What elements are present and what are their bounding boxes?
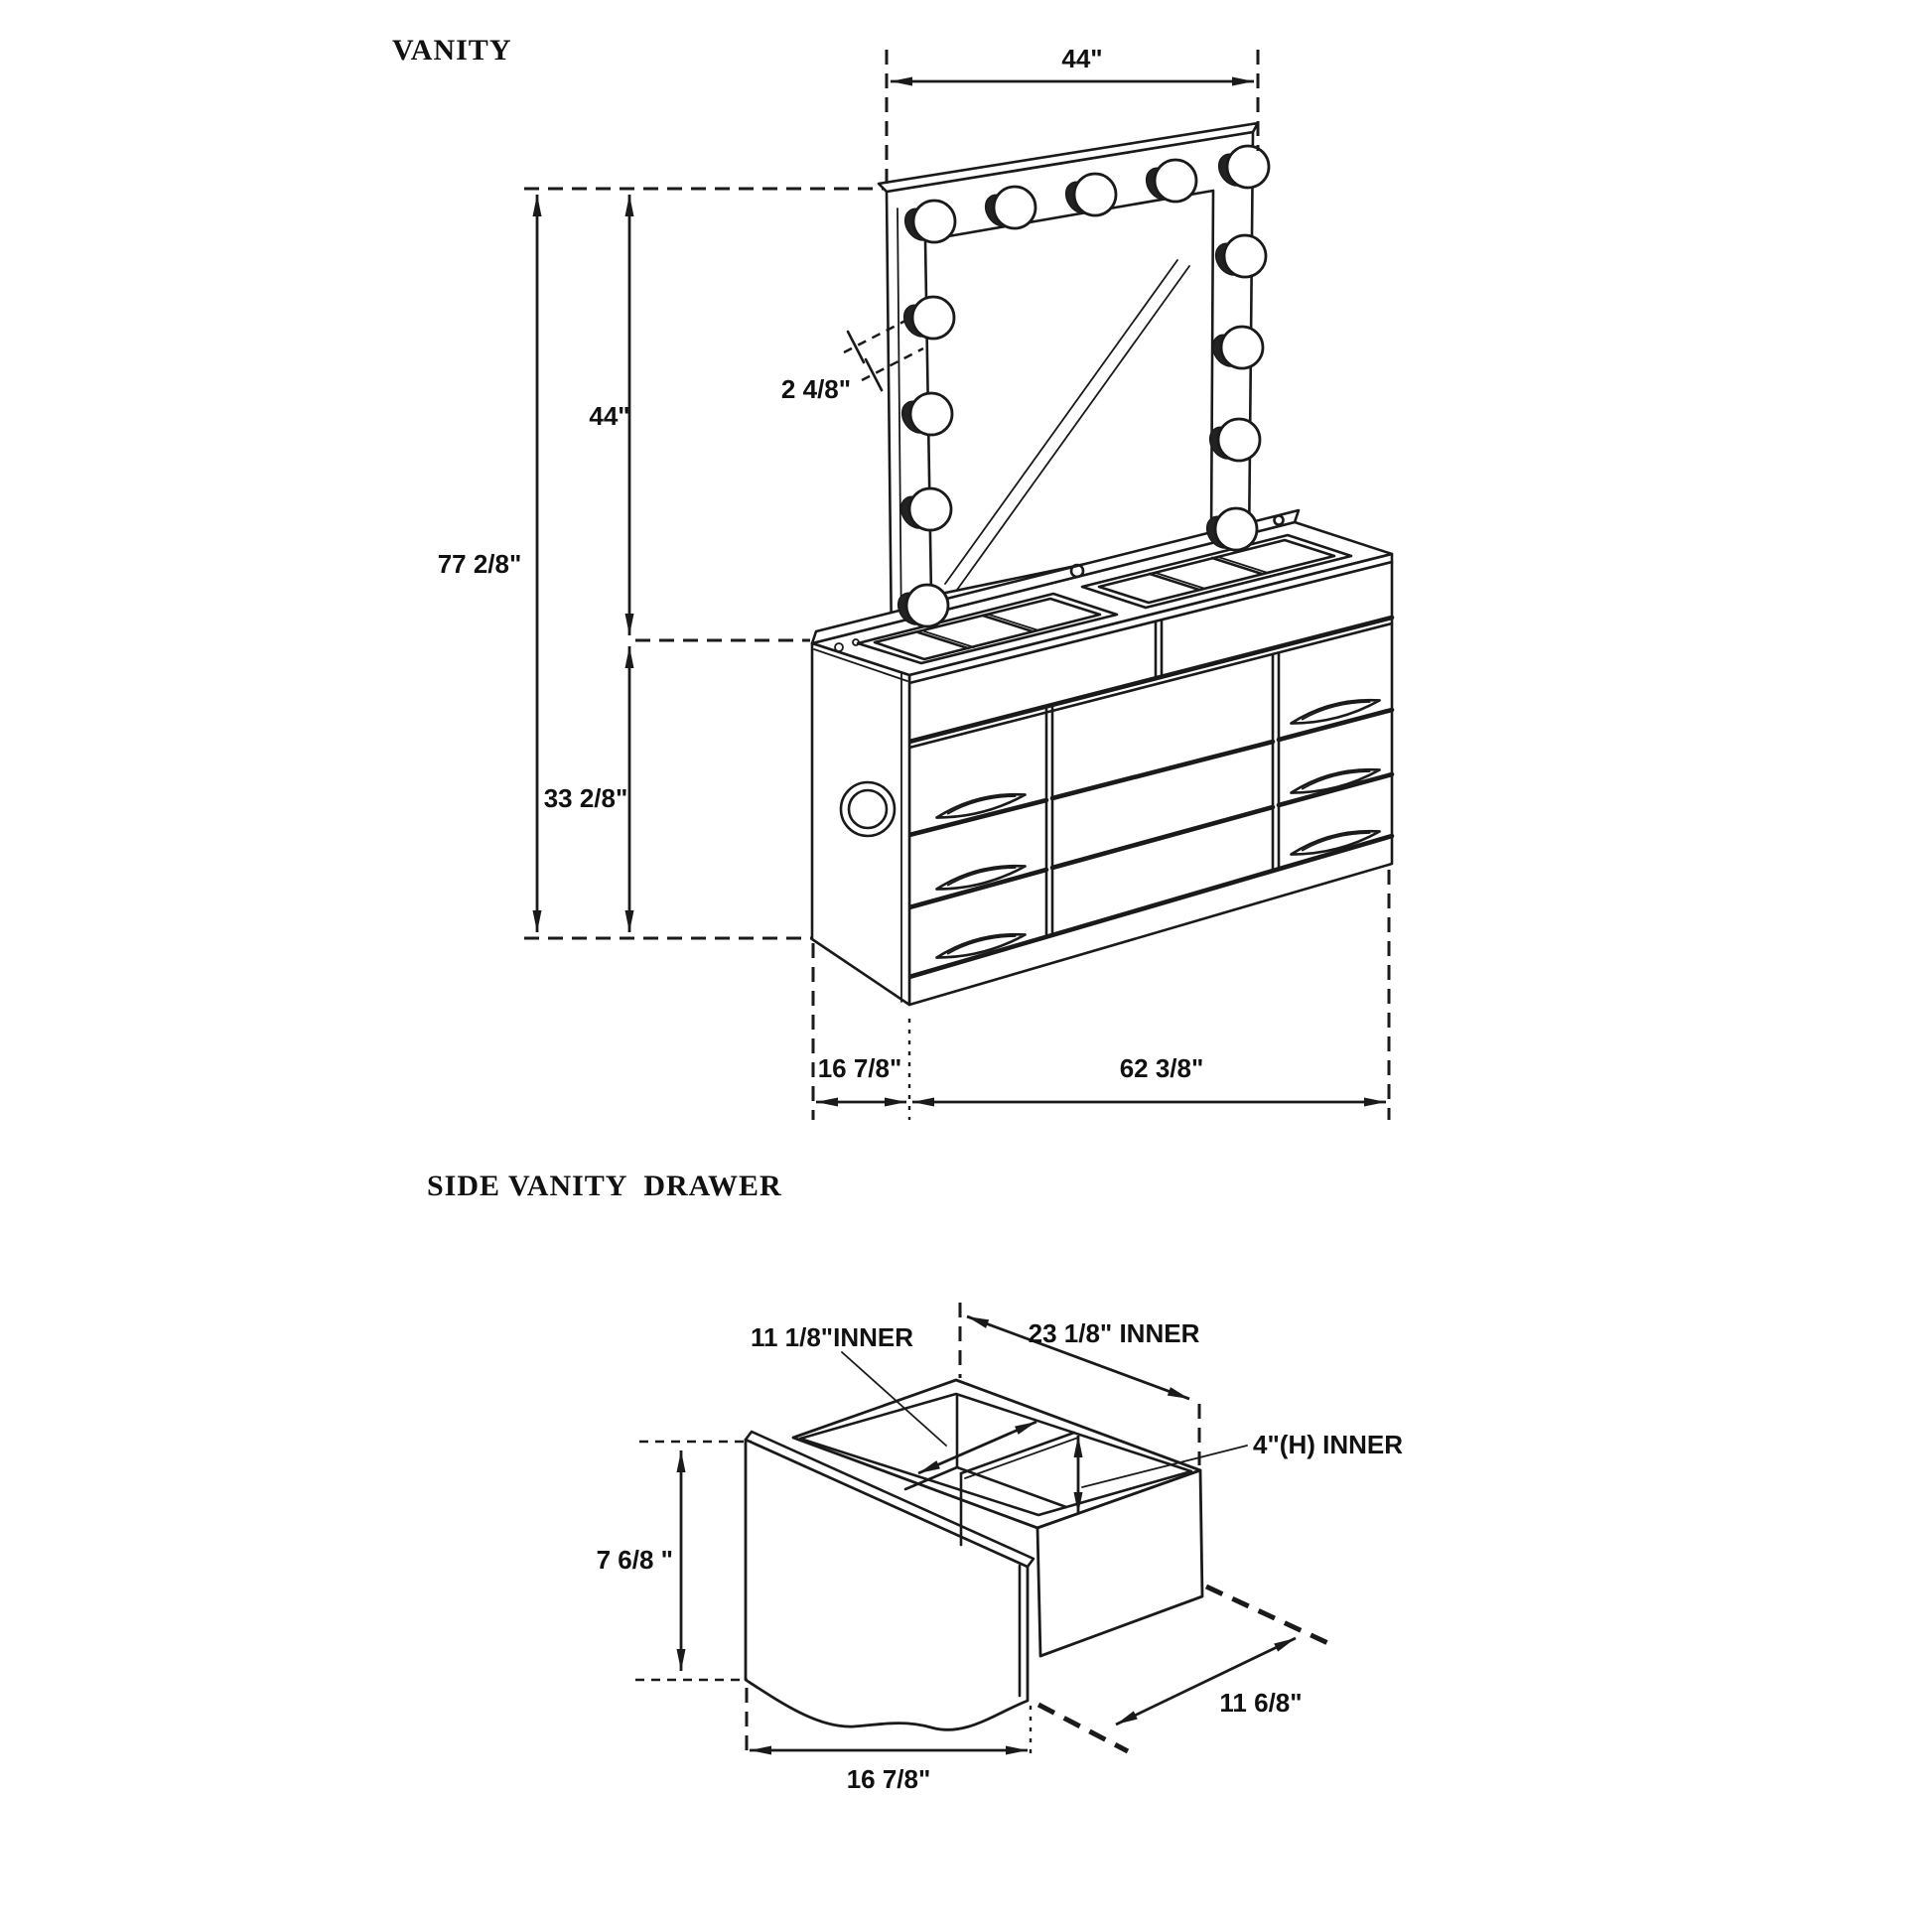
mirror-height-label: 44" <box>589 401 630 431</box>
inner-width-label: 11 1/8"INNER <box>750 1322 914 1352</box>
side-panel-face <box>812 643 909 1005</box>
dimension-dresser-height <box>544 646 629 932</box>
side-drawer-title: SIDE VANITY DRAWER <box>427 1170 782 1202</box>
inner-depth-label: 23 1/8" INNER <box>1028 1318 1200 1348</box>
box-depth-label: 11 6/8" <box>1219 1688 1303 1718</box>
side-drawer-diagram <box>427 1170 1403 1794</box>
vanity-diagram <box>392 34 1392 1120</box>
front-width-label: 16 7/8" <box>846 1764 931 1794</box>
dresser-depth-label: 16 7/8" <box>817 1053 902 1083</box>
total-height-label: 77 2/8" <box>437 549 522 579</box>
front-height-label: 7 6/8 " <box>596 1545 673 1575</box>
dresser-width-label: 62 3/8" <box>1119 1053 1204 1083</box>
dimension-front-height <box>597 1442 752 1680</box>
frame-thickness-label: 2 4/8" <box>780 374 852 404</box>
mirror-glass <box>925 191 1213 596</box>
dimension-mirror-height <box>589 195 810 640</box>
inner-height-label: 4"(H) INNER <box>1253 1430 1403 1459</box>
dresser-side-panel <box>812 643 909 1005</box>
dresser-height-label: 33 2/8" <box>543 783 628 813</box>
mirror-width-label: 44" <box>1061 44 1103 73</box>
vanity-title: VANITY <box>392 34 512 67</box>
